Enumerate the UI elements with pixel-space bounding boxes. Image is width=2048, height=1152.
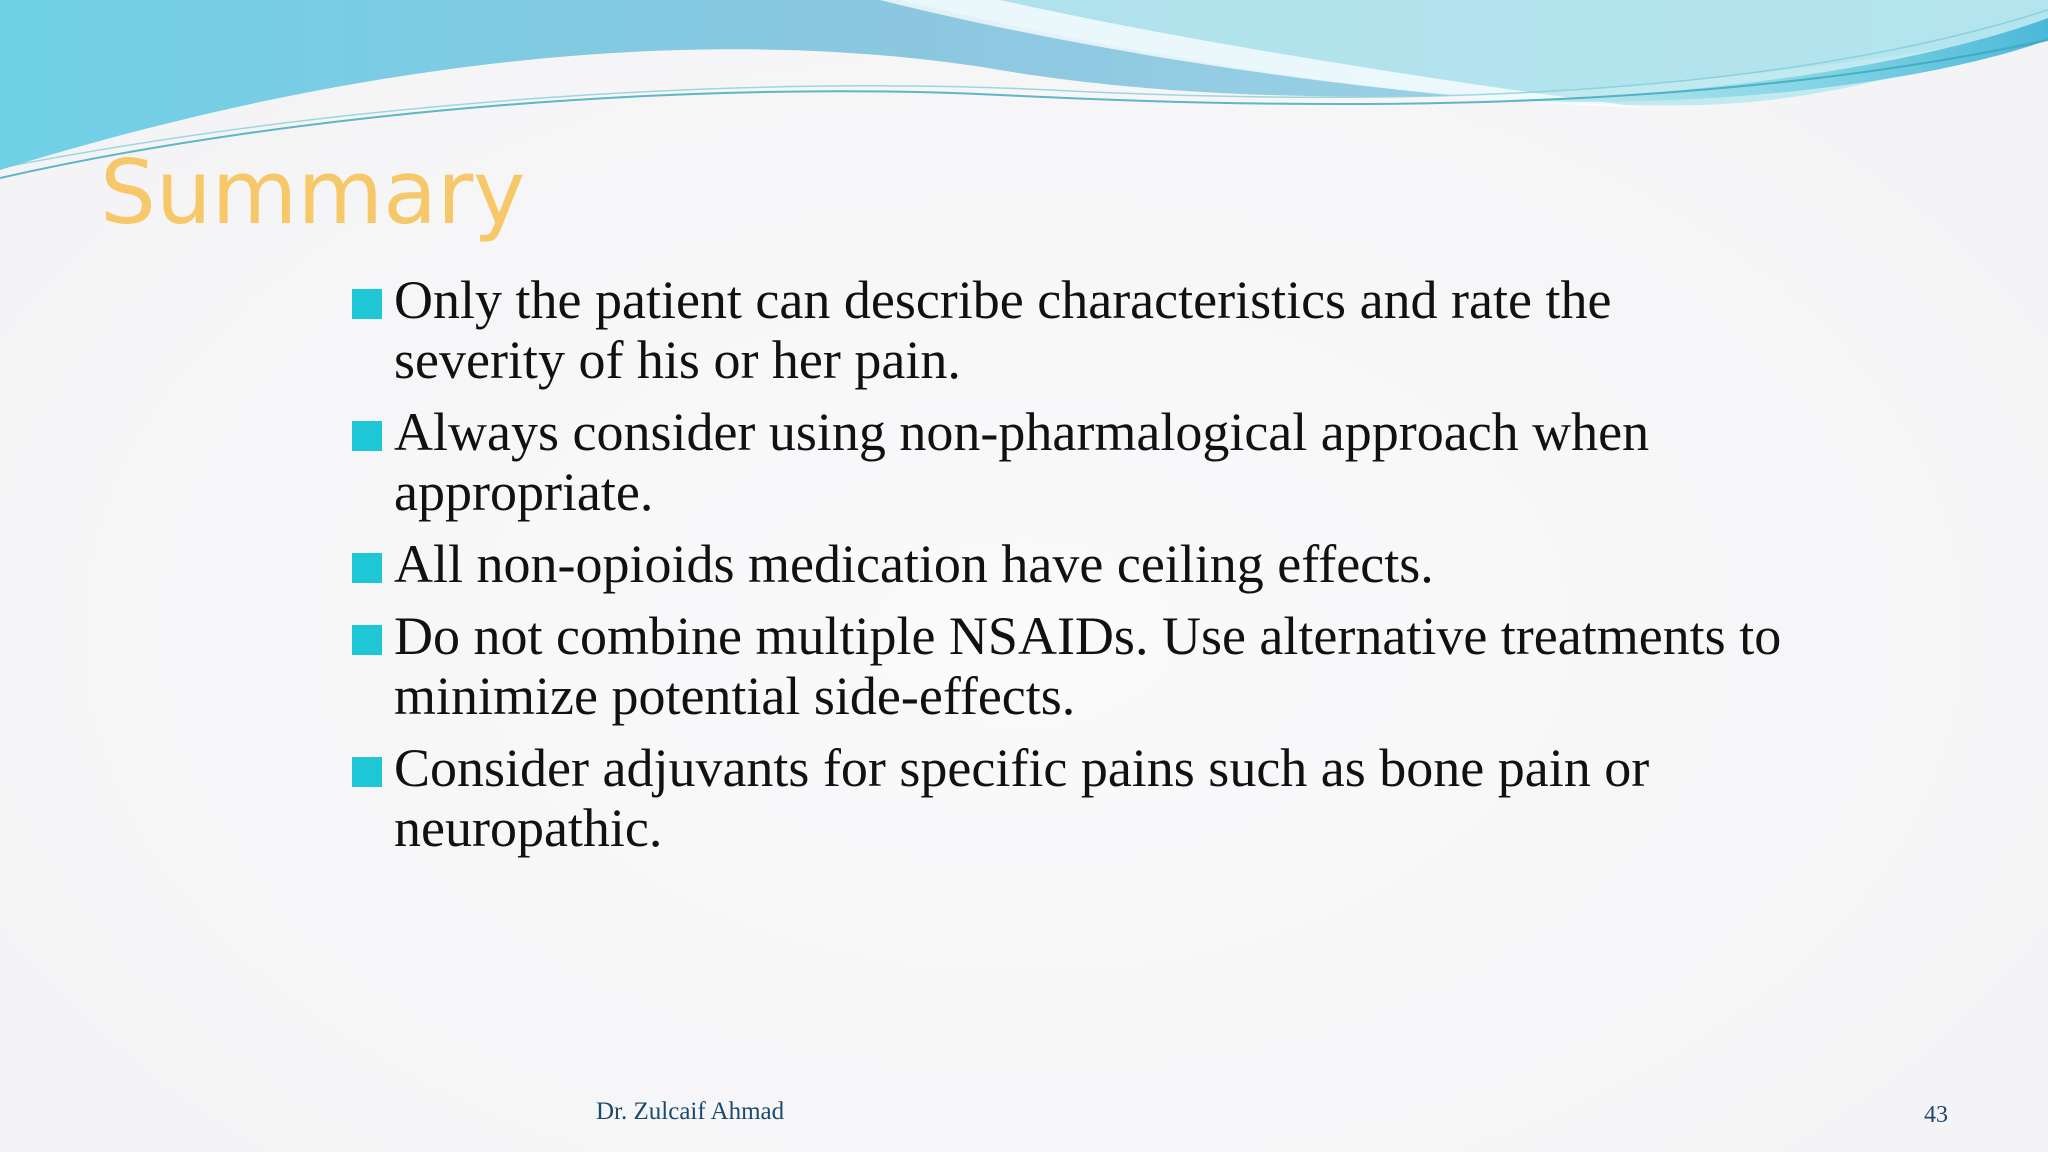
- slide-title: Summary: [100, 141, 526, 244]
- slide-number: 43: [1924, 1102, 1948, 1128]
- bullet-item: [352, 270, 1792, 390]
- square-bullet-icon: [352, 553, 382, 583]
- square-bullet-icon: [352, 625, 382, 655]
- square-bullet-icon: [352, 757, 382, 787]
- bullet-text: Consider adjuvants for specific pains such as bone pain or neuropathic.: [394, 738, 1650, 858]
- bullet-list: [352, 270, 1792, 870]
- bullet-item: [352, 402, 1792, 522]
- bullet-text: All non-opioids medication have ceiling effects.: [394, 534, 1434, 594]
- footer-author: Dr. Zulcaif Ahmad: [596, 1098, 785, 1125]
- bullet-text: Do not combine multiple NSAIDs. Use alternative treatments to minimize potential side-effects.: [394, 606, 1782, 726]
- bullet-item: [352, 738, 1792, 858]
- bullet-text: Only the patient can describe characteristics and rate the severity of his or her pain.: [394, 270, 1612, 390]
- bullet-item: [352, 534, 1792, 594]
- bullet-item: [352, 606, 1792, 726]
- square-bullet-icon: [352, 289, 382, 319]
- bullet-text: Always consider using non-pharmalogical approach when appropriate.: [394, 402, 1650, 522]
- square-bullet-icon: [352, 421, 382, 451]
